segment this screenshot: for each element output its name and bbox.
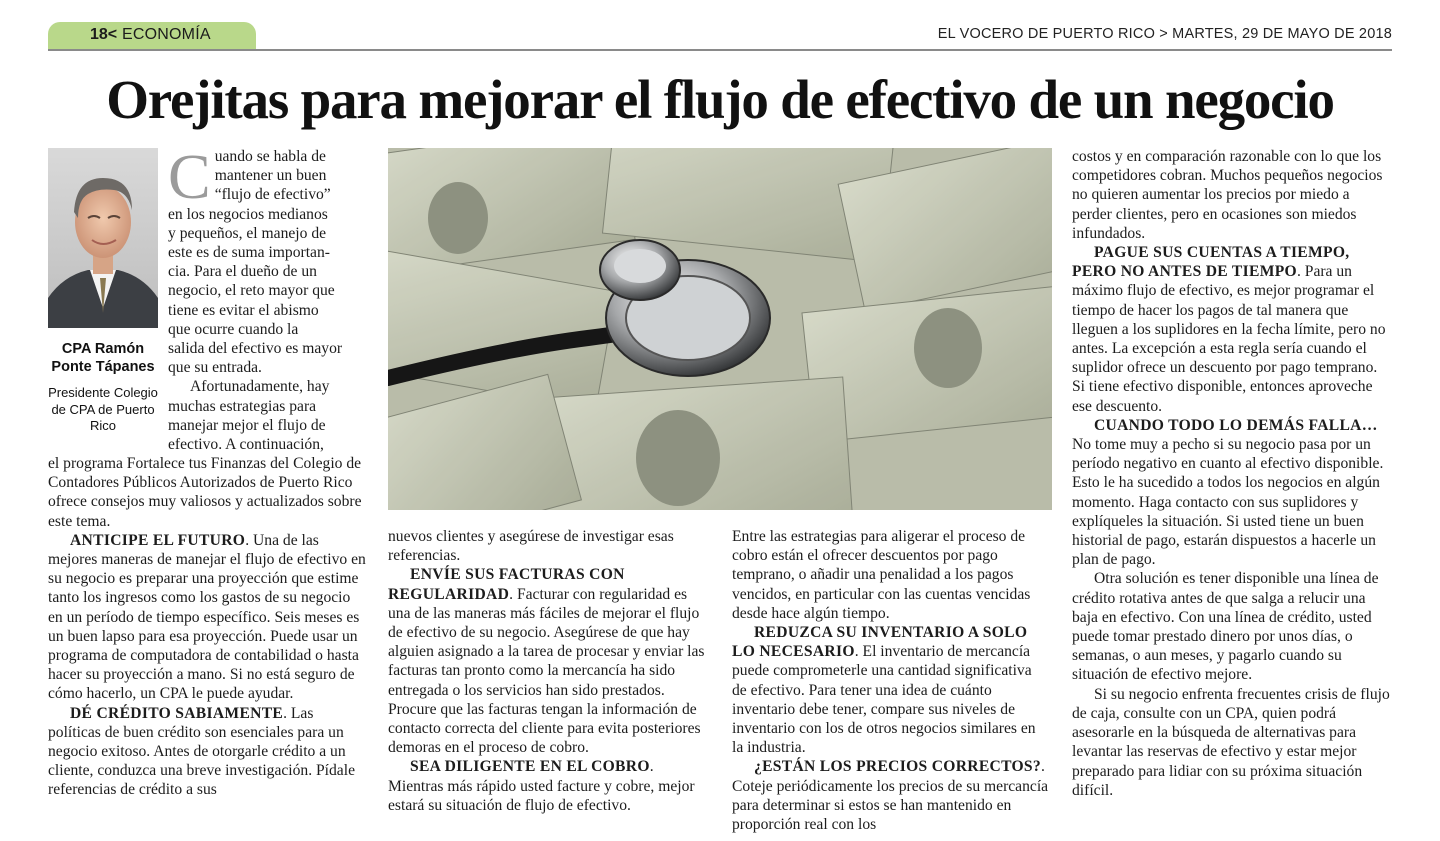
author-name: CPA Ramón Ponte Tápanes xyxy=(51,341,155,375)
intro-line: que ocurre cuando la xyxy=(168,320,299,338)
intro-line: en los negocios medianos xyxy=(168,205,328,223)
subhead: SEA DILIGENTE EN EL COBRO xyxy=(410,758,650,776)
column-3-body xyxy=(732,527,1050,834)
publication-dateline: EL VOCERO DE PUERTO RICO > MARTES, 29 DE MAYO DE 2018 xyxy=(937,26,1392,42)
intro-line: mantener un buen xyxy=(214,167,327,185)
dropcap: C xyxy=(168,141,211,212)
paragraph: Otra solución es tener disponible una línea de crédito rotativa antes de que salga a relucir una baja en efectivo. Con una línea de crédito, usted puede tomar prestado dinero por unos días, o semanas, o aun meses, y pagarlo cuando su situación de efectivo mejore. xyxy=(1072,570,1379,684)
paragraph: REDUZCA SU INVENTARIO A SOLO LO NECESARIO. El inventario de mercancía puede comprometerle una cantidad significativa de efectivo. Para tener una idea de cuánto inventario debe tener, compare sus niveles de inventario con los de otros negocios similares en la industria. xyxy=(732,624,1036,757)
subhead: CUANDO TODO LO DEMÁS FALLA… xyxy=(1094,416,1378,434)
header-rule xyxy=(48,49,1392,51)
section-name: ECONOMÍA xyxy=(122,26,211,43)
intro-line: cia. Para el dueño de un xyxy=(168,263,317,281)
column-4-body xyxy=(1072,147,1392,800)
intro-line: salida del efectivo es mayor xyxy=(168,340,343,358)
portrait-photo-icon xyxy=(48,148,158,328)
paragraph: DÉ CRÉDITO SABIAMENTE. Las políticas de buen crédito son esenciales para un negocio exitoso. Antes de otorgarle crédito a un cliente, conduzca una breve investigación. Pídale referencias de crédito a sus xyxy=(48,704,355,799)
column-2-body xyxy=(388,527,706,815)
subhead: PAGUE SUS CUENTAS A TIEMPO, PERO NO ANTES DE TIEMPO xyxy=(1072,244,1350,281)
paragraph: ENVÍE SUS FACTURAS CON REGULARIDAD. Facturar con regularidad es una de las maneras más fáciles de mejorar el flujo de efectivo de su negocio. Asegúrese de que hay alguien asignado a la tarea de procesar y enviar las facturas tan pronto como la mercancía ha sido entregada o los servicios han sido prestados. Procure que las facturas tengan la información de contacto correcta del cliente para evita posteriores demoras en el proceso de cobro. xyxy=(388,566,705,757)
section-tab xyxy=(48,22,256,50)
intro-line: que su entrada. xyxy=(168,359,262,377)
money-stethoscope-photo-icon xyxy=(388,148,1052,510)
author-role: Presidente Colegio de CPA de Puerto Rico xyxy=(48,385,158,433)
paragraph: ¿ESTÁN LOS PRECIOS CORRECTOS?. Coteje periódicamente los precios de su mercancía para determinar si estos se han mantenido en proporción real con los xyxy=(732,758,1049,834)
paragraph: Entre las estrategias para aligerar el proceso de cobro están el ofrecer descuentos por pago temprano, o añadir una penalidad a los pagos vencidos, en particular con las cuentas vencidas desde hace algún tiempo. xyxy=(732,528,1031,622)
paragraph: Si su negocio enfrenta frecuentes crisis de flujo de caja, consulte con un CPA, quien podrá asesorarle en la búsqueda de alternativas para levantar las reservas de efectivo y estar mejor preparado para lidiar con su próxima situación difícil. xyxy=(1072,685,1390,799)
column-1-body xyxy=(48,454,366,800)
main-photo xyxy=(388,148,1052,510)
paragraph: PAGUE SUS CUENTAS A TIEMPO, PERO NO ANTES DE TIEMPO. Para un máximo flujo de efectivo, es mejor programar el tiempo de hacer los pagos de tal manera que lleguen a los suplidores en la fecha límite, pero no antes. La excepción a esta regla sería cuando el suplidor ofrece un descuento por pago temprano. Si tiene efectivo disponible, entonces aproveche ese descuento. xyxy=(1072,244,1386,415)
paragraph: ANTICIPE EL FUTURO. Una de las mejores maneras de manejar el flujo de efectivo en su negocio es preparar una proyección que estime tanto los ingresos como los gastos de su negocio en un período de tiempo específico. Seis meses es un buen lapso para esa proyección. Puede usar un programa de computadora de contabilidad o hasta hacer su proyección a mano. Si no está seguro de cómo hacerlo, un CPA le puede ayudar. xyxy=(48,531,366,703)
subhead: ENVÍE SUS FACTURAS CON REGULARIDAD xyxy=(388,566,625,603)
intro-line: muchas estrategias para xyxy=(168,397,317,415)
intro-line: manejar mejor el flujo de xyxy=(168,416,326,434)
intro-line: Afortunadamente, hay xyxy=(190,378,330,396)
intro-line: “flujo de efectivo” xyxy=(214,186,331,204)
paragraph: el programa Fortalece tus Finanzas del Colegio de Contadores Públicos Autorizados de Puerto Rico ofrece consejos muy valiosos y actualizados sobre este tema. xyxy=(48,455,362,530)
intro-line: este es de suma importan- xyxy=(168,244,330,262)
column-1-intro xyxy=(168,141,366,454)
subhead: DÉ CRÉDITO SABIAMENTE xyxy=(70,704,284,722)
intro-line: y pequeños, el manejo de xyxy=(168,224,327,242)
subhead: ¿ESTÁN LOS PRECIOS CORRECTOS? xyxy=(754,758,1042,776)
author-photo xyxy=(48,148,158,328)
intro-line: negocio, el reto mayor que xyxy=(168,282,335,300)
intro-line: efectivo. A continuación, xyxy=(168,436,324,454)
subhead: REDUZCA SU INVENTARIO A SOLO LO NECESARIO xyxy=(732,624,1028,661)
intro-line: uando se habla de xyxy=(214,148,326,165)
paragraph: SEA DILIGENTE EN EL COBRO. Mientras más rápido usted facture y cobre, mejor estará su situación de flujo de efectivo. xyxy=(388,758,695,814)
headline: Orejitas para mejorar el flujo de efectivo de un negocio xyxy=(106,69,1334,130)
paragraph: No tome muy a pecho si su negocio pasa por un período negativo en cuanto al efectivo disponible. Esto le ha sucedido a todos los negocios en algún momento. Haga contacto con sus suplidores y explíqueles la situación. Si usted tiene un buen historial de pago, estarán dispuestos a hacerle un plan de pago. xyxy=(1072,436,1384,569)
paragraph: costos y en comparación razonable con lo que los competidores cobran. Muchos pequeños negocios no quieren aumentar los precios por miedo a perder clientes, pero en ocasiones son miedos infundados. xyxy=(1072,148,1383,242)
intro-line: tiene es evitar el abismo xyxy=(168,301,319,319)
subhead: ANTICIPE EL FUTURO xyxy=(70,531,246,549)
page-number: 18< xyxy=(90,26,118,43)
paragraph: nuevos clientes y asegúrese de investigar esas referencias. xyxy=(388,528,674,565)
paragraph xyxy=(1072,416,1392,435)
